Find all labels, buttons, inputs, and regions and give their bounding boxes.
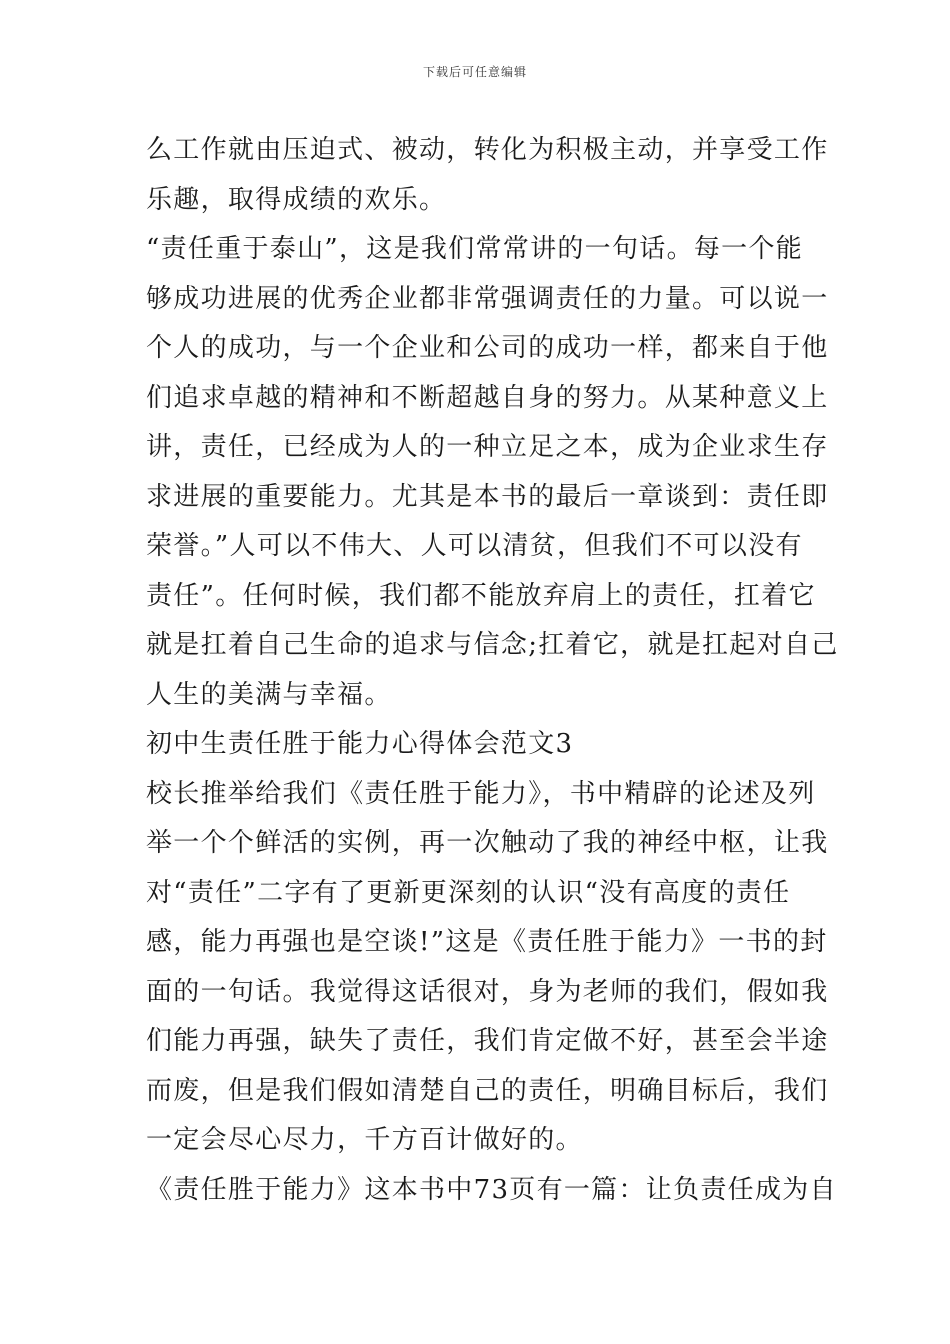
text-line: 举一个个鲜活的实例，再一次触动了我的神经中枢，让我 xyxy=(146,828,829,858)
text-line: 对“责任”二字有了更新更深刻的认识“没有高度的责任 xyxy=(146,877,791,908)
text-line: 个人的成功，与一个企业和公司的成功一样，都来自于他 xyxy=(146,333,829,363)
text-line: 校长推举给我们《责任胜于能力》，书中精辟的论述及列 xyxy=(146,778,816,809)
text-line: 责任”。任何时候，我们都不能放弃肩上的责任，扛着它 xyxy=(146,580,816,611)
text-line: 而废，但是我们假如清楚自己的责任，明确目标后，我们 xyxy=(146,1075,829,1106)
text-line: 乐趣，取得成绩的欢乐。 xyxy=(146,184,447,215)
text-line: 面的一句话。我觉得这话很对，身为老师的我们，假如我 xyxy=(146,976,829,1007)
text-line: 们追求卓越的精神和不断超越自身的努力。从某种意义上 xyxy=(146,382,829,413)
text-line: 么工作就由压迫式、被动，转化为积极主动，并享受工作 xyxy=(146,135,829,165)
document-body xyxy=(146,126,839,1215)
text-line: 荣誉。”人可以不伟大、人可以清贫，但我们不可以没有 xyxy=(146,531,803,561)
text-line: 够成功进展的优秀企业都非常强调责任的力量。可以说一 xyxy=(146,283,829,314)
section-heading: 初中生责任胜于能力心得体会范文3 xyxy=(146,729,574,759)
text-line: 求进展的重要能力。尤其是本书的最后一章谈到：责任即 xyxy=(146,481,829,512)
text-line: 们能力再强，缺失了责任，我们肯定做不好，甚至会半途 xyxy=(146,1026,829,1056)
text-line: 就是扛着自己生命的追求与信念;扛着它，就是扛起对自己 xyxy=(146,630,839,660)
text-line: 人生的美满与幸福。 xyxy=(146,679,392,710)
text-line: 一定会尽心尽力，千方百计做好的。 xyxy=(146,1125,583,1155)
text-line: 《责任胜于能力》这本书中73页有一篇：让负责任成为自 xyxy=(146,1174,837,1205)
text-line: 感，能力再强也是空谈!”这是《责任胜于能力》一书的封 xyxy=(146,927,828,957)
text-line: “责任重于泰山”，这是我们常常讲的一句话。每一个能 xyxy=(146,234,804,264)
text-line: 讲，责任，已经成为人的一种立足之本，成为企业求生存 xyxy=(146,432,829,462)
page-header: 下载后可任意编辑 xyxy=(422,65,527,79)
